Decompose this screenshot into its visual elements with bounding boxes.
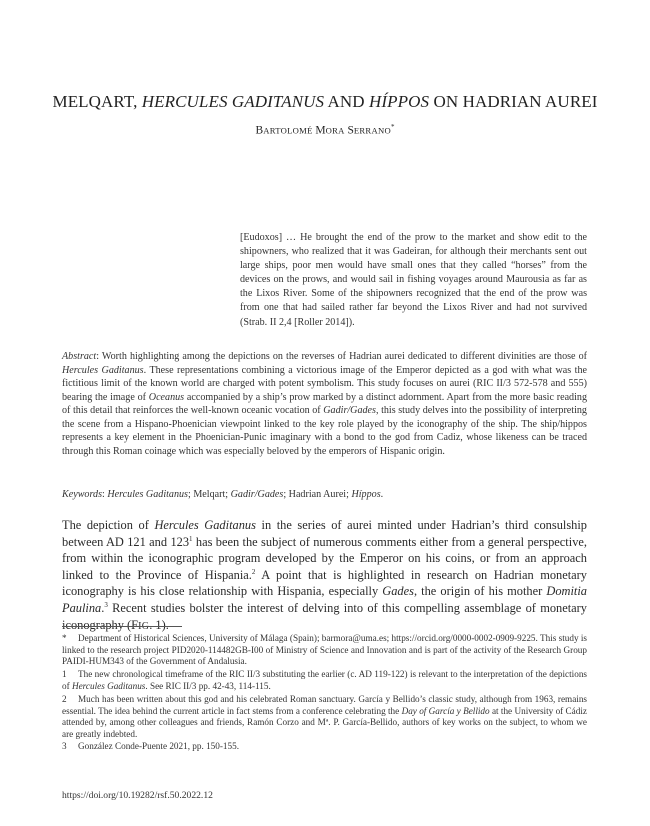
- title-italic-part: HERCULES GADITANUS: [141, 92, 325, 111]
- keywords-text: ; Melqart;: [188, 489, 231, 500]
- keyword: Hercules Gaditanus: [107, 489, 188, 500]
- footnote-3: [62, 741, 587, 753]
- abstract-text: , this study delves into the possibility of interpreting the scene from a Hispano-Phoenician viewpoint linked to the key role played by the iconography of the ship. The ship/hippos represents a key element in the Phoenician-Punic imaginary with a bond to the god from Cadiz, whose likeness can be traced through this Roman coinage which was especially beloved by the emperors of Hispanic origin.: [62, 405, 587, 457]
- body-italic-run: Domitia Paulina: [62, 584, 588, 615]
- article-title: [40, 92, 610, 112]
- body-text-run: in the series of aurei minted under Hadrian’s third consulship between AD 121 and 123: [62, 518, 587, 549]
- footnote-2: [62, 694, 587, 740]
- footnote-text: The new chronological timeframe of the RIC II/3 substituting the earlier (c. AD 119-122) is relevant to the interpretation of the depictions of: [62, 669, 587, 691]
- abstract-text: accompanied by a ship’s prow marked by a distinct adornment. Apart from the more basic reading of this detail that reinforces the well-known oceanic vocation of: [62, 391, 587, 416]
- author-initial: M: [315, 124, 326, 137]
- title-part: AND: [324, 92, 370, 111]
- title-italic-part: HÍPPOS: [369, 92, 430, 111]
- body-text-run: The depiction of: [62, 518, 155, 532]
- body-italic-run: Hercules Gaditanus: [154, 518, 256, 532]
- body-text-run: A point that is highlighted in research on Hadrian monetary iconography is his close relationship with Hispania, especially: [62, 567, 587, 599]
- footnote-text: Much has been written about this god and his celebrated Roman sanctuary. García y Bellido’s classic study, although from 1963, remains essential. The idea behind the current article in fact stems from a conference celebrating the: [62, 694, 587, 716]
- body-text-run: .: [101, 600, 105, 615]
- footnote-ref[interactable]: 3: [104, 600, 108, 609]
- title-part: MELQART,: [52, 92, 142, 111]
- abstract: [62, 350, 587, 458]
- footnote-mark: *: [62, 633, 67, 643]
- figure-ref-initial[interactable]: F: [131, 617, 139, 632]
- body-text-run: Recent studies bolster the interest of delving into of this compelling assemblage of monetary iconography (: [62, 600, 587, 632]
- keywords-text: .: [380, 489, 384, 500]
- body-text-run: . 1).: [149, 617, 169, 632]
- author-name-part: ARTOLOMÉ: [263, 125, 313, 136]
- footnote-1: [62, 669, 587, 692]
- footnote-mark: 2: [62, 694, 67, 704]
- author-footnote-mark: *: [390, 123, 395, 131]
- title-part: ON HADRIAN AUREI: [429, 92, 598, 111]
- keyword: Gadir/Gades: [230, 489, 284, 500]
- abstract-text: : Worth highlighting among the depictions on the reverses of Hadrian aurei dedicated to different divinities are those of: [96, 351, 587, 362]
- author-line: [40, 123, 610, 137]
- keywords-text: ; Hadrian Aurei;: [283, 489, 352, 500]
- abstract-italic: Gadir/Gades: [323, 405, 376, 416]
- keywords-label: Keywords: [62, 489, 103, 500]
- abstract-italic: Hercules Gaditanus: [62, 364, 144, 376]
- footnote-ref[interactable]: 2: [251, 567, 256, 576]
- abstract-italic: Oceanus: [148, 391, 185, 403]
- abstract-text: . These representations combining a victorious image of the Emperor depicted as a god with what was the fictitious limit of the known world are charged with potent symbolism. This study focuses on aurei (RIC II/3 572-578 and 555) bearing the image of: [62, 364, 587, 403]
- footnote-text: This study is linked to the research project PID2020-114482GB-I00 of Ministry of Science and Innovation and is part of the activity of the Research Group PAIDI-HUM343 of the Government of Andalusia.: [62, 633, 587, 667]
- epigraph: [Eudoxos] … He brought the end of the prow to the market and show edit to the shipowners, who realized that it was Gadeiran, for although their merchants sent out large ships, poor men would have small ones that they called “horses” from the devices on the prows, and would sail in fishing voyages around Maurousia as far as the Lixos River. Some of the shipowners recognized that the end of the prow was from one that had sailed rather far beyond the Lixos River and had not survived (Strab. II 2,4 [Roller 2014]).: [240, 232, 587, 328]
- body-text: [62, 517, 587, 635]
- author-name-part: ORA: [325, 125, 345, 136]
- footnote-author: [62, 633, 587, 668]
- author-initial: S: [347, 124, 354, 137]
- footnote-ref[interactable]: 1: [189, 534, 193, 543]
- author-name-part: ERRANO: [353, 125, 391, 136]
- figure-ref-rest[interactable]: IG: [138, 620, 150, 632]
- body-text-run: has been the subject of numerous comments either from a general perspective, from within the iconographic program developed by the Emperor on his coins, or from an approach linked to the Province of Hispania.: [62, 534, 587, 582]
- footnote-divider: [62, 626, 182, 627]
- footnote-mark: 1: [62, 669, 67, 679]
- abstract-label: Abstract: [62, 351, 97, 362]
- author-initial: B: [255, 124, 264, 137]
- footnote-text: . See RIC II/3 pp. 42-43, 114-115.: [145, 680, 271, 691]
- body-paragraph: [62, 517, 587, 635]
- body-italic-run: Gades: [382, 584, 414, 599]
- footnote-text: González Conde-Puente 2021, pp. 150-155.: [78, 741, 240, 751]
- doi-link[interactable]: https://doi.org/10.19282/rsf.50.2022.12: [62, 790, 213, 801]
- footnote-italic: Day of García y Bellido: [401, 705, 490, 716]
- footnote-text: at the University of Cádiz attended by, among other colleagues and friends, Ramón Corzo and Mª. P. García-Bellido, authors of key works on the subject, to whom we are greatly indebted.: [62, 705, 587, 739]
- footnote-italic: Hercules Gaditanus: [71, 680, 146, 691]
- footnote-text: Department of Historical Sciences, University of Málaga (Spain); barmora@uma.es; https://orcid.org/0000-0002-0909-9225.: [78, 633, 538, 643]
- keywords: [62, 488, 587, 502]
- body-text-run: , the origin of his mother: [413, 584, 547, 599]
- footnote-mark: 3: [62, 741, 67, 751]
- keywords-text: :: [102, 489, 108, 500]
- keyword: Híppos: [351, 489, 381, 500]
